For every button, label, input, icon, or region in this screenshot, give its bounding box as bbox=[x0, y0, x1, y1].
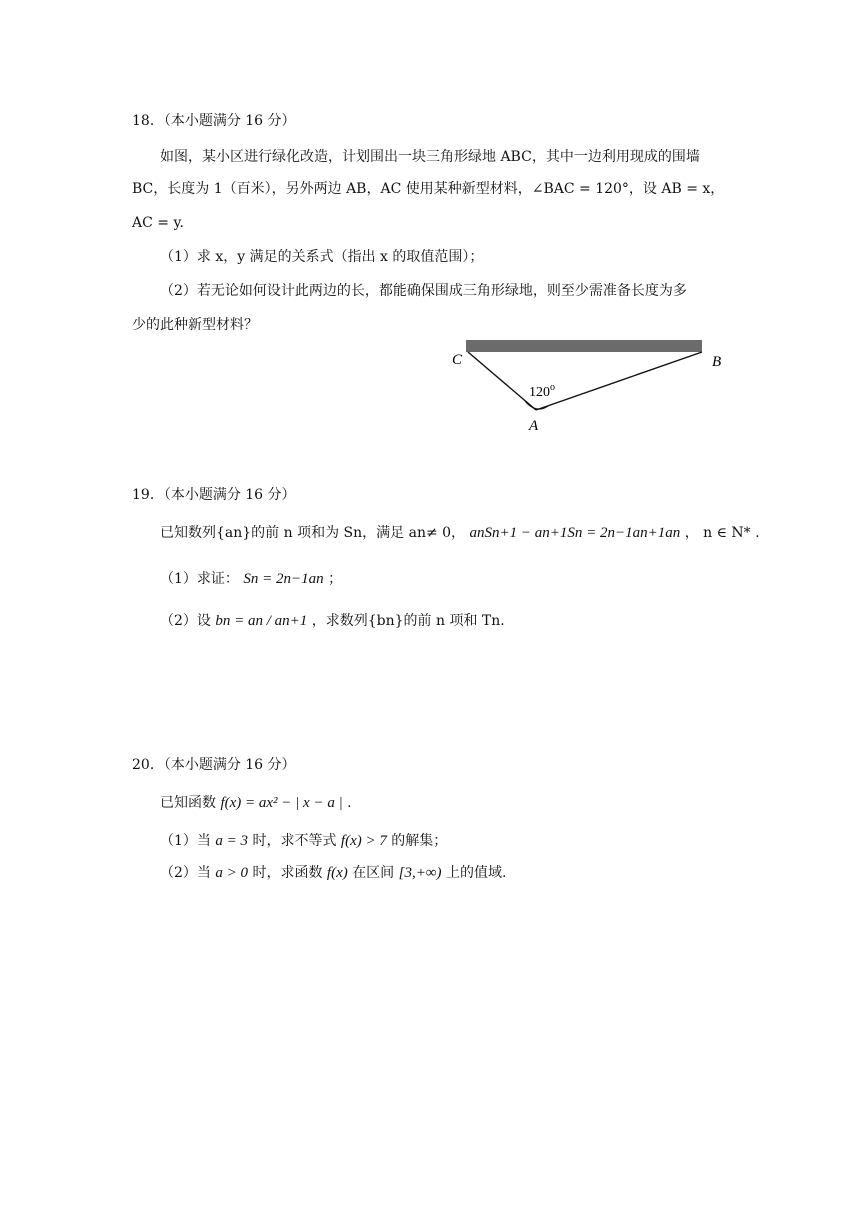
q20-intro-text: 已知函数 bbox=[160, 795, 216, 811]
q20-part-2-text-b: 时，求函数 bbox=[252, 865, 323, 881]
q20-part-1-text-a: （1）当 bbox=[160, 833, 211, 849]
q19-intro-text: 已知数列{an}的前 n 项和为 Sn，满足 an≠ 0， bbox=[160, 525, 466, 541]
q19-part-2-formula: bn = an / an+1 bbox=[215, 613, 308, 629]
q19-part-2-text: （2）设 bbox=[160, 613, 211, 629]
vertex-c-label: C bbox=[452, 352, 463, 368]
q20-heading: 20．（本小题满分 16 分） bbox=[132, 757, 296, 773]
q18-paragraph-line-1: 如图，某小区进行绿化改造，计划围出一块三角形绿地 ABC，其中一边利用现成的围墙 bbox=[160, 149, 700, 165]
q19-intro-domain: ， n ∈ N* . bbox=[684, 525, 760, 541]
q20-part-2-text-d: 上的值域. bbox=[446, 865, 507, 881]
q20-part-2-condition: a > 0 bbox=[215, 865, 248, 881]
side-ab bbox=[536, 352, 702, 410]
q18-heading: 18．（本小题满分 16 分） bbox=[132, 113, 296, 129]
q20-part-2 bbox=[160, 864, 506, 882]
q20-part-2-interval: [3,+∞) bbox=[398, 865, 442, 881]
q18-part-1: （1）求 x，y 满足的关系式（指出 x 的取值范围）； bbox=[160, 249, 484, 265]
q19-part-2 bbox=[160, 612, 505, 630]
q20-part-1-text-c: 的解集； bbox=[391, 833, 448, 849]
q18-paragraph-line-3: AC = y. bbox=[132, 215, 184, 231]
q20-part-1 bbox=[160, 832, 447, 850]
q19-heading: 19．（本小题满分 16 分） bbox=[132, 487, 296, 503]
vertex-a-label: A bbox=[529, 418, 539, 434]
q20-part-2-text-c: 在区间 bbox=[352, 865, 395, 881]
q19-part-1-text: （1）求证： bbox=[160, 571, 239, 587]
q19-recurrence-formula: anSn+1 − an+1Sn = 2n−1an+1an bbox=[469, 525, 681, 541]
q20-intro bbox=[160, 794, 352, 812]
wall-bar bbox=[466, 340, 702, 352]
q19-part-1 bbox=[160, 570, 342, 588]
q20-function-formula: f(x) = ax² − | x − a | bbox=[220, 795, 343, 811]
q20-part-2-function: f(x) bbox=[326, 865, 348, 881]
q19-part-1-formula: Sn = 2n−1an bbox=[243, 571, 324, 587]
q19-intro bbox=[160, 524, 760, 542]
q18-part-2-line-2: 少的此种新型材料？ bbox=[132, 317, 258, 333]
q20-part-1-text-b: 时，求不等式 bbox=[252, 833, 337, 849]
angle-arc bbox=[525, 401, 548, 409]
q18-part-2-line-1: （2）若无论如何设计此两边的长，都能确保围成三角形绿地，则至少需准备长度为多 bbox=[160, 283, 687, 299]
q20-part-2-text-a: （2）当 bbox=[160, 865, 211, 881]
q20-part-1-inequality: f(x) > 7 bbox=[340, 833, 387, 849]
q19-part-2-end: ，求数列{bn}的前 n 项和 Tn. bbox=[311, 613, 505, 629]
triangle-figure bbox=[440, 330, 740, 440]
q20-part-1-condition: a = 3 bbox=[215, 833, 248, 849]
q20-intro-end: . bbox=[347, 795, 352, 811]
angle-label: 120$^o$ bbox=[529, 382, 555, 400]
vertex-b-label: B bbox=[712, 354, 722, 370]
angle-degree-mark: o bbox=[550, 382, 555, 393]
q18-paragraph-line-2: BC，长度为 1（百米），另外两边 AB，AC 使用某种新型材料，∠BAC = 120°，设 AB = x， bbox=[132, 181, 725, 197]
q19-part-1-end: ； bbox=[328, 571, 343, 587]
